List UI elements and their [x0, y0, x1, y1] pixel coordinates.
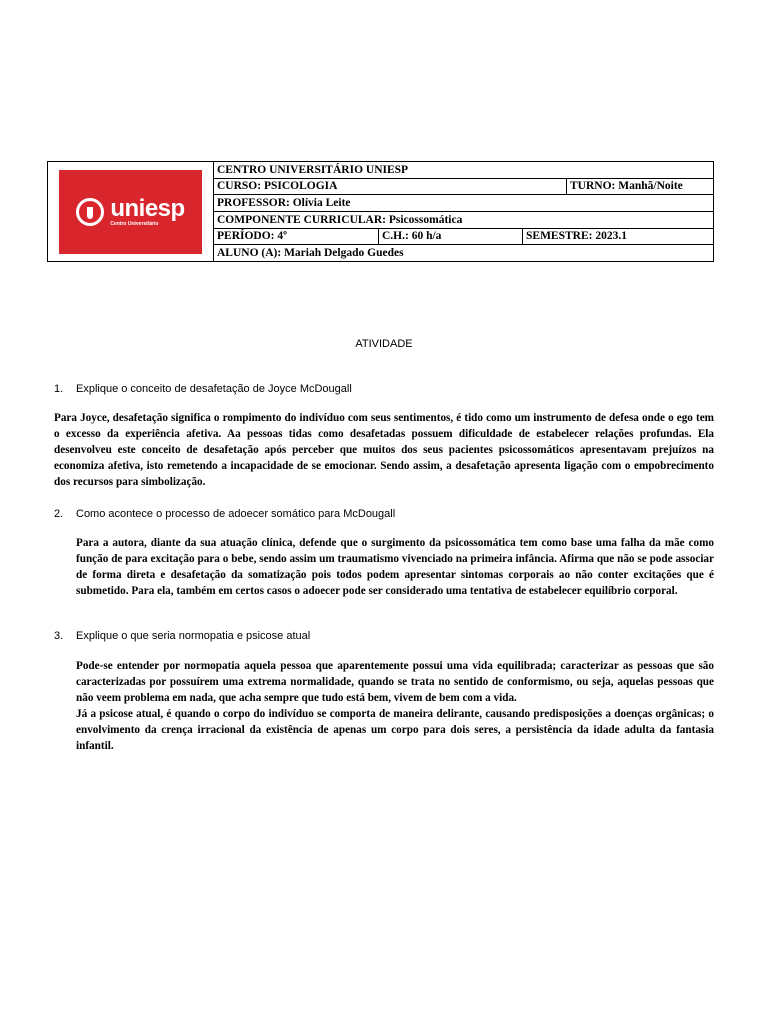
answer-paragraph: Pode-se entender por normopatia aquela pessoa que aparentemente possui uma vida equilibrada; caracterizar as pessoas que são caracterizadas por possuírem uma extrema normalidade, quando se trata no sentido de conformismo, ou seja, aquelas pessoas que não veem problema em nada, que acha sempre que tudo está bem, vivem de bem com a vida. — [76, 660, 714, 704]
semester-cell: SEMESTRE: 2023.1 — [523, 228, 714, 245]
hours-cell: C.H.: 60 h/a — [379, 228, 523, 245]
course-cell: CURSO: PSICOLOGIA — [214, 178, 567, 195]
logo-cell — [48, 162, 214, 262]
uniesp-logo-icon — [76, 198, 104, 226]
question-text: Como acontece o processo de adoecer somático para McDougall — [76, 508, 396, 520]
question-number: 1. — [54, 383, 64, 395]
component-cell: COMPONENTE CURRICULAR: Psicossomática — [214, 211, 714, 228]
question-1 — [54, 383, 352, 395]
header-table — [47, 161, 714, 262]
question-number: 3. — [54, 630, 64, 642]
question-2 — [54, 508, 395, 520]
uniesp-logo — [59, 170, 202, 254]
answer-1 — [54, 410, 714, 490]
question-number: 2. — [54, 508, 64, 520]
answer-3 — [76, 658, 714, 754]
logo-brand: uniesp — [110, 194, 185, 222]
answer-2 — [76, 535, 714, 599]
answer-paragraph: Já a psicose atual, é quando o corpo do indivíduo se comporta de maneira delirante, causando predisposições a doenças orgânicas; o envolvimento da crença irracional da existência de apenas um corpo para dois seres, a persistência da idade adulta da fantasia infantil. — [76, 708, 714, 752]
professor-cell: PROFESSOR: Olívia Leite — [214, 195, 714, 212]
answer-paragraph: Para a autora, diante da sua atuação clínica, defende que o surgimento da psicossomática tem como base uma falha da mãe como função de para excitação para o bebe, sendo assim um traumatismo vivenciado na primeira infância. Afirma que não se pode associar de forma direta e desafetação da somatização pois todos podem apresentar sintomas corporais ao não conter excitações que é submetido. Para ela, também em certos casos o adoecer pode ser considerado uma tentativa de estabelecer equilíbrio corporal. — [76, 537, 714, 597]
page-title: ATIVIDADE — [355, 338, 413, 350]
student-cell: ALUNO (A): Mariah Delgado Guedes — [214, 245, 714, 262]
institution-cell: CENTRO UNIVERSITÁRIO UNIESP — [214, 162, 714, 179]
answer-paragraph: Para Joyce, desafetação significa o rompimento do indivíduo com seus sentimentos, é tido como um instrumento de defesa onde o ego tem o excesso da experiência afetiva. Aa pessoas tidas como desafetadas possuem dificuldade de estabelecer relações profundas. Ela desenvolveu este conceito de desafetação após perceber que muitos dos seus pacientes psicossomáticos apresentavam prejuízos na economiza afetiva, isto remetendo a incapacidade de se emocionar. Sendo assim, a desafetação apresenta ligação com o empobrecimento dos recursos para simbolização. — [54, 412, 714, 488]
question-text: Explique o que seria normopatia e psicose atual — [76, 630, 311, 642]
question-text: Explique o conceito de desafetação de Joyce McDougall — [76, 383, 352, 395]
logo-subtitle: Centro Universitário — [110, 220, 159, 227]
period-cell: PERÍODO: 4º — [214, 228, 379, 245]
shift-cell: TURNO: Manhã/Noite — [567, 178, 714, 195]
question-3 — [54, 630, 310, 642]
